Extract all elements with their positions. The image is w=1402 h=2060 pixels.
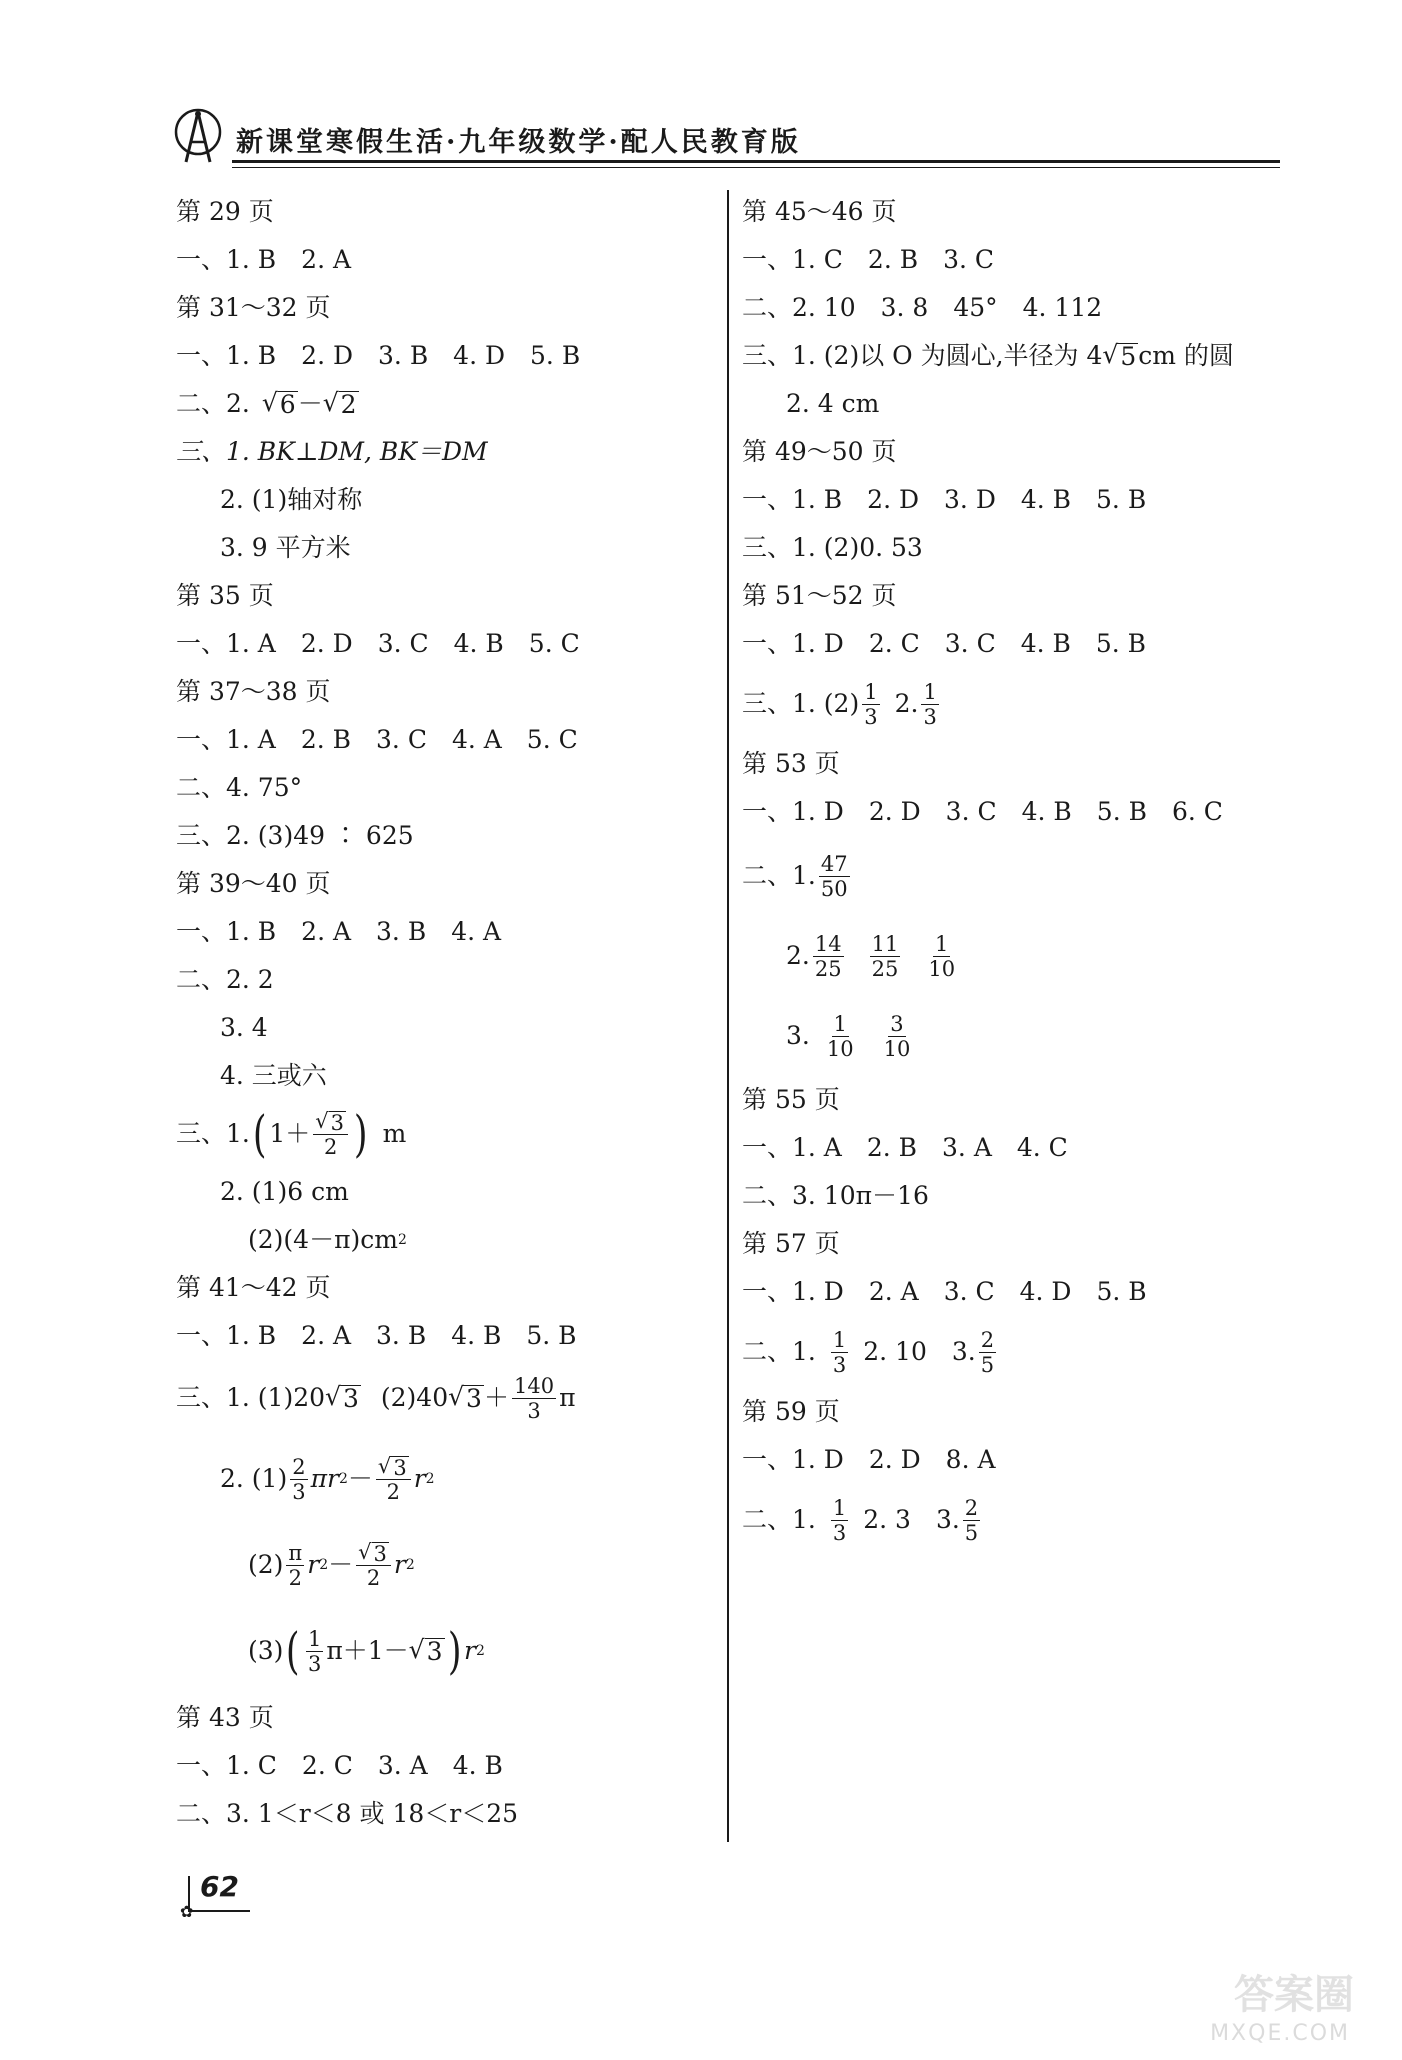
answer-line: 三、1. (2)以 O 为圆心,半径为 4 √ 5 cm 的圆 <box>742 340 1234 372</box>
section-heading: 第 45～46 页 <box>742 197 897 226</box>
fraction: $\frac{47}{50}$ <box>820 851 848 901</box>
answer-line: 3. 4 <box>220 1013 268 1042</box>
watermark: 答案圈 MXQE.COM <box>1210 1972 1354 2046</box>
answer-line: 二、3. 1＜r＜8 或 18＜r＜25 <box>176 1799 519 1828</box>
answer-line: 一、1. A 2. B 3. A 4. C <box>742 1133 1068 1162</box>
fraction: $\frac{1}{3}$ <box>307 1626 322 1676</box>
answer-line: 三、1. (1)20 √ 3 (2)40 √ 3 ＋ $\frac{140}{3}$ π <box>176 1373 576 1423</box>
section-heading: 第 51～52 页 <box>742 581 897 610</box>
sqrt-expression: √ 2 <box>322 388 357 420</box>
fraction: $\frac{1}{3}$ <box>923 679 937 729</box>
answer-line: 一、1. A 2. D 3. C 4. B 5. C <box>176 629 580 658</box>
section-heading: 第 35 页 <box>176 581 274 610</box>
fraction: $\frac{1}{3}$ <box>864 679 878 729</box>
page-number: 62 ✿ <box>188 1870 248 1930</box>
answer-line: 3. $\frac{1}{10}$ $\frac{3}{10}$ <box>786 1011 911 1061</box>
answer-line: 二、1. $\frac{1}{3}$ 2. 3 3. $\frac{2}{5}$ <box>742 1495 979 1545</box>
answer-line: 二、3. 10π－16 <box>742 1181 929 1210</box>
answer-line: (2) $\frac{\pi}{2}$ r 2 － √ 3 2 r 2 <box>248 1539 415 1591</box>
answer-line: 三、2. (3)49 ∶ 625 <box>176 821 414 850</box>
answer-line: 一、1. C 2. C 3. A 4. B <box>176 1751 503 1780</box>
fraction: $\frac{140}{3}$ <box>513 1373 555 1423</box>
section-heading: 第 59 页 <box>742 1397 840 1426</box>
compass-logo-icon <box>172 106 224 166</box>
answer-line: 一、1. B 2. D 3. D 4. B 5. B <box>742 485 1147 514</box>
fraction: $\frac{11}{25}$ <box>871 931 899 981</box>
answer-line: 2. (1)轴对称 <box>220 485 363 514</box>
fraction: √ 3 2 <box>356 1540 391 1590</box>
answer-line: 一、1. D 2. D 3. C 4. B 5. B 6. C <box>742 797 1223 826</box>
sqrt-expression: √ 6 <box>261 388 296 420</box>
section-heading: 第 39～40 页 <box>176 869 331 898</box>
fraction: √ 3 2 <box>313 1109 348 1159</box>
answer-line: 一、1. B 2. A 3. B 4. B 5. B <box>176 1321 577 1350</box>
header-rule-thin <box>232 167 1280 168</box>
answer-line: 二、2. √ 6 － √ 2 <box>176 388 357 420</box>
fraction: $\frac{3}{10}$ <box>883 1011 911 1061</box>
fraction: $\frac{\pi}{2}$ <box>288 1540 303 1590</box>
answer-prefix: 二、2. <box>176 389 250 418</box>
answer-line: 三、1. BK⊥DM, BK＝DM <box>176 437 488 466</box>
fraction: $\frac{2}{5}$ <box>980 1327 995 1377</box>
column-divider <box>727 190 729 1842</box>
answer-line: 4. 三或六 <box>220 1061 327 1090</box>
section-heading: 第 55 页 <box>742 1085 840 1114</box>
section-heading: 第 37～38 页 <box>176 677 331 706</box>
answer-line: 一、1. D 2. A 3. C 4. D 5. B <box>742 1277 1147 1306</box>
book-title: 新课堂寒假生活·九年级数学·配人民教育版 <box>236 127 801 158</box>
section-heading: 第 53 页 <box>742 749 840 778</box>
left-column <box>176 188 696 1838</box>
flower-icon: ✿ <box>180 1902 194 1921</box>
answer-line: 2. (1) $\frac{2}{3}$ πr 2 － √ 3 2 r 2 <box>220 1453 435 1505</box>
answer-line: (3) ( $\frac{1}{3}$ π＋1－ √ 3 ) r 2 <box>248 1622 485 1680</box>
section-heading: 第 41～42 页 <box>176 1273 331 1302</box>
answer-line: 二、4. 75° <box>176 773 303 802</box>
answer-line: 一、1. C 2. B 3. C <box>742 245 995 274</box>
answer-line: 一、1. A 2. B 3. C 4. A 5. C <box>176 725 578 754</box>
answer-line: 2. 4 cm <box>786 389 880 418</box>
section-heading: 第 57 页 <box>742 1229 840 1258</box>
fraction: $\frac{1}{3}$ <box>832 1327 847 1377</box>
answer-line: (2)(4－π)cm 2 <box>248 1225 407 1254</box>
answer-line: 二、1. $\frac{1}{3}$ 2. 10 3. $\frac{2}{5}$ <box>742 1327 995 1377</box>
answer-line: 一、1. D 2. D 8. A <box>742 1445 996 1474</box>
answer-line: 一、1. B 2. D 3. B 4. D 5. B <box>176 341 581 370</box>
section-heading: 第 31～32 页 <box>176 293 331 322</box>
header-rule-thick <box>232 160 1280 163</box>
answer-line: 一、1. B 2. A 3. B 4. A <box>176 917 502 946</box>
answer-line: 二、2. 10 3. 8 45° 4. 112 <box>742 293 1103 322</box>
fraction: $\frac{1}{10}$ <box>826 1011 854 1061</box>
fraction: √ 3 2 <box>376 1454 411 1504</box>
fraction: $\frac{1}{3}$ <box>832 1495 847 1545</box>
answer-line: 三、1. (2)0. 53 <box>742 533 923 562</box>
answer-line: 二、1. $\frac{47}{50}$ <box>742 851 848 901</box>
section-heading: 第 49～50 页 <box>742 437 897 466</box>
answer-line: 2. (1)6 cm <box>220 1177 349 1206</box>
section-heading: 第 43 页 <box>176 1703 274 1732</box>
answer-line: 一、1. B 2. A <box>176 245 352 274</box>
answer-line: 二、2. 2 <box>176 965 274 994</box>
answer-line: 三、1. (2) $\frac{1}{3}$ 2. $\frac{1}{3}$ <box>742 679 937 729</box>
fraction: $\frac{2}{5}$ <box>964 1495 979 1545</box>
right-column <box>742 188 1302 1556</box>
answer-line: 三、1. ( 1＋ √ 3 2 ) m <box>176 1105 407 1163</box>
answer-line: 一、1. D 2. C 3. C 4. B 5. B <box>742 629 1147 658</box>
answer-line: 3. 9 平方米 <box>220 533 351 562</box>
fraction: $\frac{2}{3}$ <box>292 1454 306 1504</box>
page-header <box>172 112 1280 168</box>
answer-line: 2. $\frac{14}{25}$ $\frac{11}{25}$ $\frac{1}{10}$ <box>786 931 956 981</box>
fraction: $\frac{14}{25}$ <box>814 931 842 981</box>
section-heading: 第 29 页 <box>176 197 274 226</box>
fraction: $\frac{1}{10}$ <box>928 931 956 981</box>
